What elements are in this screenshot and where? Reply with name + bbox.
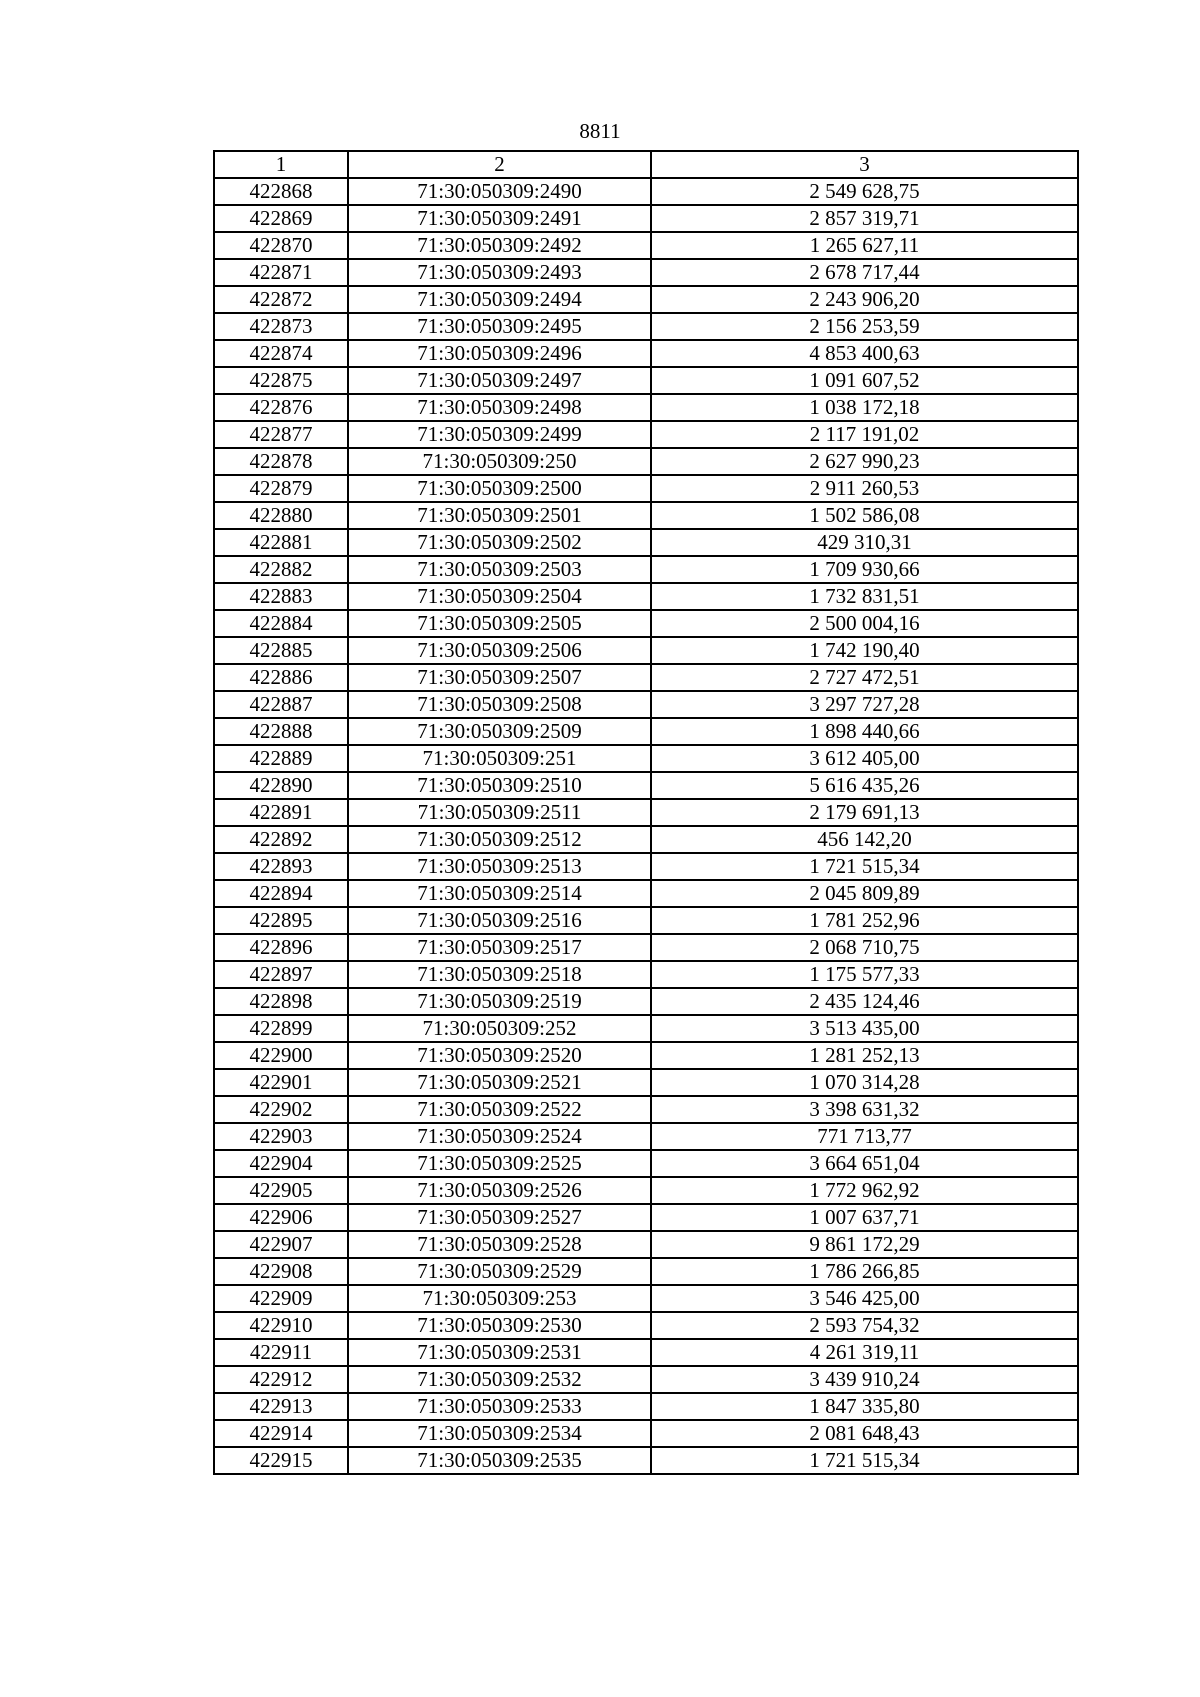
table-row	[214, 1339, 1078, 1366]
column-header-2: 2	[348, 151, 651, 178]
row-number-cell: 422874	[214, 340, 348, 367]
row-number-cell: 422883	[214, 583, 348, 610]
value-cell: 1 265 627,11	[651, 232, 1078, 259]
row-number-cell: 422902	[214, 1096, 348, 1123]
value-cell: 771 713,77	[651, 1123, 1078, 1150]
table-row	[214, 232, 1078, 259]
value-cell: 3 297 727,28	[651, 691, 1078, 718]
cadastral-number-cell: 71:30:050309:251	[348, 745, 651, 772]
cadastral-number-cell: 71:30:050309:253	[348, 1285, 651, 1312]
cadastral-number-cell: 71:30:050309:2533	[348, 1393, 651, 1420]
table-row	[214, 1015, 1078, 1042]
cadastral-number-cell: 71:30:050309:252	[348, 1015, 651, 1042]
table-row	[214, 448, 1078, 475]
value-cell: 1 772 962,92	[651, 1177, 1078, 1204]
table-row	[214, 772, 1078, 799]
value-cell: 1 709 930,66	[651, 556, 1078, 583]
cadastral-number-cell: 71:30:050309:2491	[348, 205, 651, 232]
row-number-cell: 422884	[214, 610, 348, 637]
table-row	[214, 961, 1078, 988]
row-number-cell: 422897	[214, 961, 348, 988]
table-row	[214, 205, 1078, 232]
table-row	[214, 718, 1078, 745]
table-body	[214, 178, 1078, 1474]
value-cell: 1 742 190,40	[651, 637, 1078, 664]
value-cell: 2 179 691,13	[651, 799, 1078, 826]
value-cell: 1 786 266,85	[651, 1258, 1078, 1285]
cadastral-number-cell: 71:30:050309:2490	[348, 178, 651, 205]
row-number-cell: 422895	[214, 907, 348, 934]
row-number-cell: 422903	[214, 1123, 348, 1150]
table-row	[214, 637, 1078, 664]
row-number-cell: 422879	[214, 475, 348, 502]
table-row	[214, 1042, 1078, 1069]
table-row	[214, 1150, 1078, 1177]
value-cell: 1 091 607,52	[651, 367, 1078, 394]
value-cell: 2 243 906,20	[651, 286, 1078, 313]
cadastral-number-cell: 71:30:050309:2527	[348, 1204, 651, 1231]
cadastral-number-cell: 71:30:050309:2534	[348, 1420, 651, 1447]
value-cell: 2 911 260,53	[651, 475, 1078, 502]
row-number-cell: 422893	[214, 853, 348, 880]
row-number-cell: 422891	[214, 799, 348, 826]
table-row	[214, 502, 1078, 529]
row-number-cell: 422901	[214, 1069, 348, 1096]
row-number-cell: 422869	[214, 205, 348, 232]
row-number-cell: 422876	[214, 394, 348, 421]
cadastral-value-table	[213, 150, 1079, 1475]
row-number-cell: 422890	[214, 772, 348, 799]
table-row	[214, 1096, 1078, 1123]
cadastral-number-cell: 71:30:050309:2504	[348, 583, 651, 610]
table-row	[214, 556, 1078, 583]
value-cell: 1 007 637,71	[651, 1204, 1078, 1231]
row-number-cell: 422892	[214, 826, 348, 853]
value-cell: 2 045 809,89	[651, 880, 1078, 907]
cadastral-number-cell: 71:30:050309:2505	[348, 610, 651, 637]
table-row	[214, 286, 1078, 313]
row-number-cell: 422906	[214, 1204, 348, 1231]
table-row	[214, 313, 1078, 340]
row-number-cell: 422875	[214, 367, 348, 394]
column-header-1: 1	[214, 151, 348, 178]
table-row	[214, 259, 1078, 286]
row-number-cell: 422885	[214, 637, 348, 664]
table-row	[214, 934, 1078, 961]
row-number-cell: 422914	[214, 1420, 348, 1447]
cadastral-number-cell: 71:30:050309:2502	[348, 529, 651, 556]
cadastral-number-cell: 71:30:050309:2495	[348, 313, 651, 340]
table-row	[214, 1177, 1078, 1204]
cadastral-number-cell: 71:30:050309:2514	[348, 880, 651, 907]
row-number-cell: 422900	[214, 1042, 348, 1069]
value-cell: 3 439 910,24	[651, 1366, 1078, 1393]
cadastral-number-cell: 71:30:050309:2520	[348, 1042, 651, 1069]
row-number-cell: 422912	[214, 1366, 348, 1393]
value-cell: 1 781 252,96	[651, 907, 1078, 934]
value-cell: 3 398 631,32	[651, 1096, 1078, 1123]
value-cell: 3 612 405,00	[651, 745, 1078, 772]
table-row	[214, 1312, 1078, 1339]
value-cell: 2 593 754,32	[651, 1312, 1078, 1339]
table-row	[214, 988, 1078, 1015]
table-row	[214, 178, 1078, 205]
row-number-cell: 422880	[214, 502, 348, 529]
table-row	[214, 529, 1078, 556]
row-number-cell: 422915	[214, 1447, 348, 1474]
row-number-cell: 422886	[214, 664, 348, 691]
table-row	[214, 745, 1078, 772]
row-number-cell: 422905	[214, 1177, 348, 1204]
value-cell: 2 627 990,23	[651, 448, 1078, 475]
value-cell: 3 546 425,00	[651, 1285, 1078, 1312]
cadastral-number-cell: 71:30:050309:2532	[348, 1366, 651, 1393]
value-cell: 4 261 319,11	[651, 1339, 1078, 1366]
cadastral-number-cell: 71:30:050309:2499	[348, 421, 651, 448]
row-number-cell: 422913	[214, 1393, 348, 1420]
table-row	[214, 367, 1078, 394]
table-row	[214, 907, 1078, 934]
cadastral-number-cell: 71:30:050309:2494	[348, 286, 651, 313]
cadastral-number-cell: 71:30:050309:2497	[348, 367, 651, 394]
cadastral-number-cell: 71:30:050309:2501	[348, 502, 651, 529]
value-cell: 2 117 191,02	[651, 421, 1078, 448]
row-number-cell: 422904	[214, 1150, 348, 1177]
table-row	[214, 610, 1078, 637]
table-row	[214, 394, 1078, 421]
header-row	[214, 151, 1078, 178]
value-cell: 3 664 651,04	[651, 1150, 1078, 1177]
cadastral-number-cell: 71:30:050309:2506	[348, 637, 651, 664]
row-number-cell: 422887	[214, 691, 348, 718]
cadastral-number-cell: 71:30:050309:2525	[348, 1150, 651, 1177]
table-row	[214, 1285, 1078, 1312]
table-row	[214, 1258, 1078, 1285]
cadastral-number-cell: 71:30:050309:2531	[348, 1339, 651, 1366]
value-cell: 2 500 004,16	[651, 610, 1078, 637]
row-number-cell: 422868	[214, 178, 348, 205]
cadastral-number-cell: 71:30:050309:2528	[348, 1231, 651, 1258]
cadastral-number-cell: 71:30:050309:2498	[348, 394, 651, 421]
value-cell: 429 310,31	[651, 529, 1078, 556]
table-row	[214, 1123, 1078, 1150]
row-number-cell: 422910	[214, 1312, 348, 1339]
value-cell: 2 156 253,59	[651, 313, 1078, 340]
value-cell: 2 857 319,71	[651, 205, 1078, 232]
row-number-cell: 422911	[214, 1339, 348, 1366]
cadastral-number-cell: 71:30:050309:2510	[348, 772, 651, 799]
value-cell: 1 898 440,66	[651, 718, 1078, 745]
row-number-cell: 422907	[214, 1231, 348, 1258]
cadastral-number-cell: 71:30:050309:2503	[348, 556, 651, 583]
table-row	[214, 340, 1078, 367]
table-row	[214, 853, 1078, 880]
value-cell: 456 142,20	[651, 826, 1078, 853]
table-row	[214, 1393, 1078, 1420]
value-cell: 1 847 335,80	[651, 1393, 1078, 1420]
row-number-cell: 422909	[214, 1285, 348, 1312]
value-cell: 2 549 628,75	[651, 178, 1078, 205]
cadastral-number-cell: 71:30:050309:2521	[348, 1069, 651, 1096]
row-number-cell: 422896	[214, 934, 348, 961]
cadastral-number-cell: 71:30:050309:2512	[348, 826, 651, 853]
table-row	[214, 880, 1078, 907]
value-cell: 2 435 124,46	[651, 988, 1078, 1015]
cadastral-number-cell: 71:30:050309:2530	[348, 1312, 651, 1339]
table-row	[214, 826, 1078, 853]
value-cell: 1 281 252,13	[651, 1042, 1078, 1069]
value-cell: 1 732 831,51	[651, 583, 1078, 610]
cadastral-number-cell: 71:30:050309:2496	[348, 340, 651, 367]
value-cell: 2 068 710,75	[651, 934, 1078, 961]
cadastral-number-cell: 71:30:050309:2493	[348, 259, 651, 286]
table-row	[214, 475, 1078, 502]
cadastral-number-cell: 71:30:050309:2516	[348, 907, 651, 934]
value-cell: 3 513 435,00	[651, 1015, 1078, 1042]
row-number-cell: 422888	[214, 718, 348, 745]
cadastral-number-cell: 71:30:050309:2511	[348, 799, 651, 826]
row-number-cell: 422873	[214, 313, 348, 340]
cadastral-number-cell: 71:30:050309:2529	[348, 1258, 651, 1285]
row-number-cell: 422878	[214, 448, 348, 475]
row-number-cell: 422881	[214, 529, 348, 556]
table-row	[214, 1366, 1078, 1393]
value-cell: 5 616 435,26	[651, 772, 1078, 799]
row-number-cell: 422894	[214, 880, 348, 907]
cadastral-number-cell: 71:30:050309:2513	[348, 853, 651, 880]
value-cell: 1 038 172,18	[651, 394, 1078, 421]
cadastral-number-cell: 71:30:050309:2509	[348, 718, 651, 745]
table-row	[214, 421, 1078, 448]
row-number-cell: 422870	[214, 232, 348, 259]
table-row	[214, 691, 1078, 718]
table-row	[214, 1069, 1078, 1096]
cadastral-number-cell: 71:30:050309:2522	[348, 1096, 651, 1123]
value-cell: 2 678 717,44	[651, 259, 1078, 286]
table-row	[214, 583, 1078, 610]
cadastral-number-cell: 71:30:050309:2492	[348, 232, 651, 259]
cadastral-number-cell: 71:30:050309:250	[348, 448, 651, 475]
value-cell: 2 081 648,43	[651, 1420, 1078, 1447]
cadastral-number-cell: 71:30:050309:2526	[348, 1177, 651, 1204]
row-number-cell: 422898	[214, 988, 348, 1015]
cadastral-number-cell: 71:30:050309:2507	[348, 664, 651, 691]
table-row	[214, 1420, 1078, 1447]
value-cell: 1 502 586,08	[651, 502, 1078, 529]
cadastral-number-cell: 71:30:050309:2535	[348, 1447, 651, 1474]
page-number: 8811	[579, 119, 621, 143]
value-cell: 1 721 515,34	[651, 1447, 1078, 1474]
table-row	[214, 799, 1078, 826]
table-row	[214, 664, 1078, 691]
row-number-cell: 422872	[214, 286, 348, 313]
table-row	[214, 1231, 1078, 1258]
value-cell: 1 175 577,33	[651, 961, 1078, 988]
table-row	[214, 1204, 1078, 1231]
row-number-cell: 422871	[214, 259, 348, 286]
row-number-cell: 422899	[214, 1015, 348, 1042]
cadastral-number-cell: 71:30:050309:2519	[348, 988, 651, 1015]
row-number-cell: 422889	[214, 745, 348, 772]
value-cell: 4 853 400,63	[651, 340, 1078, 367]
value-cell: 9 861 172,29	[651, 1231, 1078, 1258]
cadastral-number-cell: 71:30:050309:2524	[348, 1123, 651, 1150]
table-row	[214, 1447, 1078, 1474]
row-number-cell: 422882	[214, 556, 348, 583]
value-cell: 2 727 472,51	[651, 664, 1078, 691]
cadastral-number-cell: 71:30:050309:2508	[348, 691, 651, 718]
value-cell: 1 070 314,28	[651, 1069, 1078, 1096]
row-number-cell: 422908	[214, 1258, 348, 1285]
cadastral-number-cell: 71:30:050309:2518	[348, 961, 651, 988]
column-header-3: 3	[651, 151, 1078, 178]
value-cell: 1 721 515,34	[651, 853, 1078, 880]
cadastral-number-cell: 71:30:050309:2500	[348, 475, 651, 502]
row-number-cell: 422877	[214, 421, 348, 448]
cadastral-number-cell: 71:30:050309:2517	[348, 934, 651, 961]
